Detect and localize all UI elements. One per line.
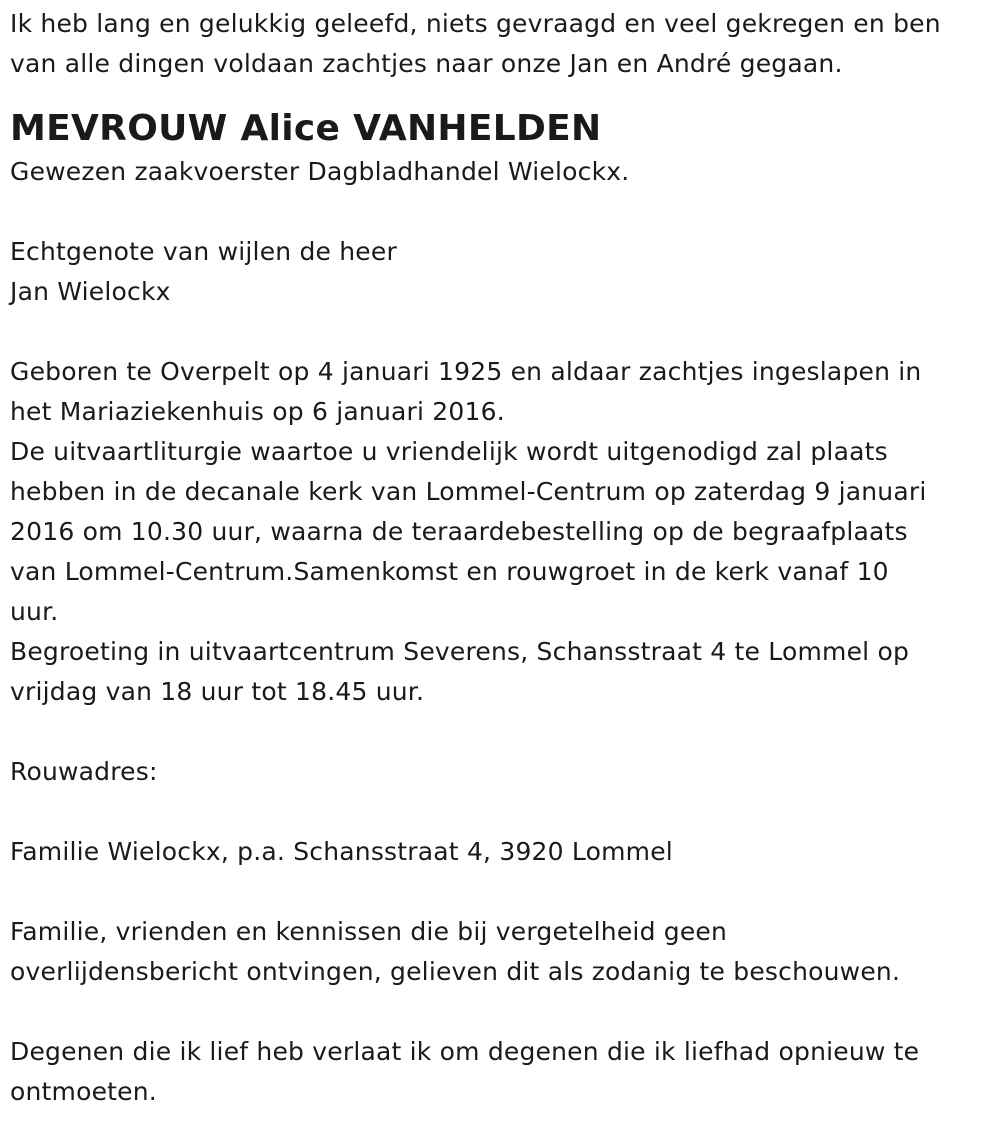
details-line: Geboren te Overpelt op 4 januari 1925 en aldaar zachtjes ingeslapen in — [10, 357, 922, 386]
details-line: vrijdag van 18 uur tot 18.45 uur. — [10, 677, 425, 706]
deceased-name: MEVROUW Alice VANHELDEN — [10, 108, 602, 149]
intro-line: Ik heb lang en gelukkig geleefd, niets gevraagd en veel gekregen en ben — [10, 9, 941, 38]
details-line: Begroeting in uitvaartcentrum Severens, Schansstraat 4 te Lommel op — [10, 637, 910, 666]
details-line: uur. — [10, 597, 59, 626]
intro-text — [10, 4, 990, 84]
deceased-block — [10, 106, 990, 192]
details-line: hebben in de decanale kerk van Lommel-Centrum op zaterdag 9 januari — [10, 477, 927, 506]
deceased-occupation: Gewezen zaakvoerster Dagbladhandel Wielockx. — [10, 157, 630, 186]
spouse-block — [10, 232, 990, 312]
spouse-line: Echtgenote van wijlen de heer — [10, 237, 397, 266]
spouse-line: Jan Wielockx — [10, 277, 171, 306]
details-line: De uitvaartliturgie waartoe u vriendelijk wordt uitgenodigd zal plaats — [10, 437, 888, 466]
address-block — [10, 752, 990, 872]
closing-line: Degenen die ik lief heb verlaat ik om degenen die ik liefhad opnieuw te — [10, 1037, 920, 1066]
details-block — [10, 352, 990, 712]
address-value: Familie Wielockx, p.a. Schansstraat 4, 3920 Lommel — [10, 837, 673, 866]
details-line: het Mariaziekenhuis op 6 januari 2016. — [10, 397, 505, 426]
closing-block — [10, 1032, 990, 1112]
intro-line: van alle dingen voldaan zachtjes naar onze Jan en André gegaan. — [10, 49, 843, 78]
notice-line: Familie, vrienden en kennissen die bij vergetelheid geen — [10, 917, 728, 946]
details-line: van Lommel-Centrum.Samenkomst en rouwgroet in de kerk vanaf 10 — [10, 557, 889, 586]
closing-line: ontmoeten. — [10, 1077, 157, 1106]
notice-block — [10, 912, 990, 992]
obituary-document — [10, 4, 990, 1112]
notice-line: overlijdensbericht ontvingen, gelieven dit als zodanig te beschouwen. — [10, 957, 901, 986]
address-label: Rouwadres: — [10, 757, 158, 786]
details-line: 2016 om 10.30 uur, waarna de teraardebestelling op de begraafplaats — [10, 517, 908, 546]
